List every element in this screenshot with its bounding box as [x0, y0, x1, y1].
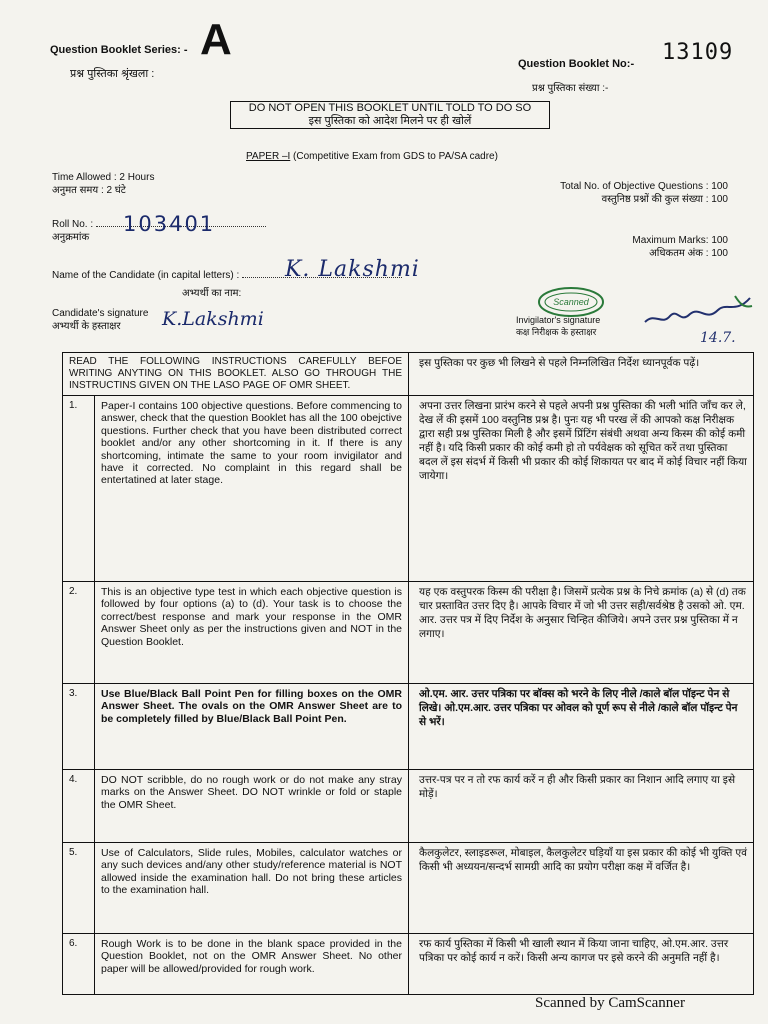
marks-label-hindi: अधिकतम अंक : 100: [649, 248, 728, 259]
booklet-no-label-hindi: प्रश्न पुस्तिका संख्या :-: [532, 83, 609, 94]
series-letter: A: [200, 15, 232, 64]
camscanner-footer: Scanned by CamScanner: [535, 995, 685, 1011]
marks-label: Maximum Marks: 100: [632, 235, 728, 246]
maximum-marks: [560, 234, 728, 260]
invigilator-date: 14.7.: [700, 330, 736, 346]
instruction-english: Use Blue/Black Ball Point Pen for filling boxes on the OMR Answer Sheet. The ovals on the OMR Answer Sheet are to be completely filled by Blue/Black Ball Point Pen.: [95, 684, 409, 769]
invigilator-signature-mark: [640, 292, 760, 347]
series-label-hindi: प्रश्न पुस्तिका श्रृंखला :: [70, 68, 155, 80]
roll-label-hindi: अनुक्रमांक: [52, 232, 90, 243]
instruction-number: 4.: [63, 770, 95, 842]
instruction-hindi: ओ.एम. आर. उत्तर पत्रिका पर बॉक्स को भरने के लिए नीले /काले बॉल पॉइन्ट पेन से लिखे। ओ.एम.आर. उत्तर पत्रिका पर ओवल को पूर्ण रूप से नीले /काले बॉल पॉइन्ट पेन से भरें।: [419, 688, 738, 728]
booklet-no-label: Question Booklet No:-: [518, 58, 635, 70]
instruction-row-3: [63, 683, 753, 769]
instructions-header-hindi: इस पुस्तिका पर कुछ भी लिखने से पहले निम्नलिखित निर्देश ध्यानपूर्वक पढ़ें।: [419, 357, 700, 369]
notice-english: DO NOT OPEN THIS BOOKLET UNTIL TOLD TO DO SO: [248, 102, 532, 114]
instruction-english: This is an objective type test in which each objective question is followed by four options (a) to (d). Your task is to choose the correct/best response and mark your response in the OMR Answer Sheet only as per the instructions given and NOT in the Question Booklet.: [95, 582, 409, 683]
sig-label: Candidate's signature: [52, 308, 149, 319]
candidate-name-label: Name of the Candidate (in capital letters) :: [52, 270, 402, 281]
time-allowed: [52, 171, 154, 197]
candidate-name-handwritten: K. Lakshmi: [285, 257, 420, 282]
candidate-signature: [52, 307, 148, 333]
instruction-english: Paper-I contains 100 objective questions. Before commencing to answer, check that the question Booklet has all the 100 obejctive questions. Further check that you have been distributed correct booklet and/or any other shortcoming in it. If there is any shortcoming, intimate the same to your room invigilator and have it corrected. No complaint in this regard shall be entertatined at later stage.: [95, 396, 409, 581]
instructions-header-english: READ THE FOLLOWING INSTRUCTIONS CAREFULLY BEFOE WRITING ANYTING ON THIS BOOKLET. ALSO GO THROUGH THE INSTRUCTINS GIVEN ON THE LASO PAGE OF OMR SHEET.: [63, 353, 409, 395]
do-not-open-notice: [230, 101, 550, 129]
booklet-no-value: 13109: [662, 40, 734, 65]
candidate-signature-handwritten: K.Lakshmi: [162, 308, 264, 330]
paper-title: [246, 151, 498, 162]
roll-label: Roll No. :: [52, 218, 266, 231]
time-label-hindi: अनुमत समय : 2 घंटे: [52, 185, 126, 196]
instruction-row-6: [63, 933, 753, 994]
instruction-english: DO NOT scribble, do no rough work or do not make any stray marks on the Answer Sheet. DO NOT wrinkle or fold or staple the OMR Sheet.: [95, 770, 409, 842]
instruction-hindi: अपना उत्तर लिखना प्रारंभ करने से पहले अपनी प्रश्न पुस्तिका की भली भांति जाँच कर ले, देख लें की इसमें 100 वस्तुनिष्ठ प्रश्न है। पुनः यह भी परख लें की आपको कक्ष निरीक्षक द्वारा सही प्रश्न पुस्तिका मिली है और इसमें प्रिंटिंग संबंधी अथवा अन्य किस्म की कोई कमी नहीं है। यदि किसी प्रकार की कोई कमी हो तो पर्यवेक्षक को सूचित करें तथा पुस्तिका बदल लें इस संदर्भ में किसी भी प्रकार की कोई शिकायत पर बाद में कोई विचार नहीं किया जायेगा।: [419, 400, 747, 482]
instructions-table: [62, 352, 754, 995]
instruction-row-2: [63, 581, 753, 683]
instructions-header-row: [63, 353, 753, 395]
instruction-number: 2.: [63, 582, 95, 683]
scanned-stamp-icon: [536, 284, 606, 320]
instruction-number: 6.: [63, 934, 95, 994]
instruction-hindi: कैलकुलेटर, स्लाइडरूल, मोबाइल, कैलकुलेटर घड़ियाँ या इस प्रकार की कोई भी युक्ति एवं किसी भी अध्ययन/सन्दर्भ सामग्री आदि का प्रयोग परीक्षा कक्ष में वर्जित है।: [419, 847, 747, 873]
total-questions: [510, 180, 728, 206]
instruction-english: Use of Calculators, Slide rules, Mobiles, calculator watches or any such devices and/any other study/reference material is NOT allowed inside the examination hall. Do not bring these articles to the examination hall.: [95, 843, 409, 933]
paper-sub: (Competitive Exam from GDS to PA/SA cadre): [290, 151, 498, 162]
instruction-row-4: [63, 769, 753, 842]
instruction-number: 5.: [63, 843, 95, 933]
inv-label: Invigilator's signature: [516, 315, 601, 325]
sig-label-hindi: अभ्यर्थी के हस्ताक्षर: [52, 321, 121, 332]
instruction-hindi: उत्तर-पत्र पर न तो रफ कार्य करें न ही और किसी प्रकार का निशान आदि लगाए या इसे मोड़ें।: [419, 774, 736, 800]
total-label: Total No. of Objective Questions : 100: [560, 181, 728, 192]
instruction-number: 3.: [63, 684, 95, 769]
inv-label-hindi: कक्ष निरीक्षक के हस्ताक्षर: [516, 327, 597, 337]
time-label: Time Allowed : 2 Hours: [52, 172, 155, 183]
instruction-number: 1.: [63, 396, 95, 581]
paper-main: PAPER –I: [246, 151, 291, 162]
series-label: Question Booklet Series: -: [50, 44, 188, 56]
svg-text:Scanned: Scanned: [553, 297, 589, 307]
instruction-english: Rough Work is to be done in the blank space provided in the Question Booklet, not on the OMR Answer Sheet. No other paper will be allowed/provided for rough work.: [95, 934, 409, 994]
candidate-name-label-hindi: अभ्यर्थी का नाम:: [182, 288, 242, 299]
instruction-row-1: [63, 395, 753, 581]
notice-hindi: इस पुस्तिका को आदेश मिलने पर ही खोलें: [308, 115, 472, 127]
total-label-hindi: वस्तुनिष्ठ प्रश्नों की कुल संख्या : 100: [601, 194, 728, 205]
instruction-hindi: यह एक वस्तुपरक किस्म की परीक्षा है। जिसमें प्रत्येक प्रश्न के निचे क्रमांक (a) से (d) तक चार प्रस्तावित उत्तर दिए है। आपके विचार में जो भी उत्तर सही/सर्वश्रेष्ठ है उसको ओ. एम. आर. उत्तर पत्र में दिए निर्देश के अनुसार चिन्हित कीजिये। अपने उत्तर प्रश्न पुस्तिका में न लगाए।: [419, 586, 746, 640]
instruction-row-5: [63, 842, 753, 933]
roll-value-handwritten: 103401: [123, 212, 216, 236]
instruction-hindi: रफ कार्य पुस्तिका में किसी भी खाली स्थान में किया जाना चाहिए, ओ.एम.आर. उत्तर पत्रिका पर कोई कार्य न करें। किसी अन्य कागज पर इसे करने की अनुमति नहीं है।: [419, 938, 729, 964]
